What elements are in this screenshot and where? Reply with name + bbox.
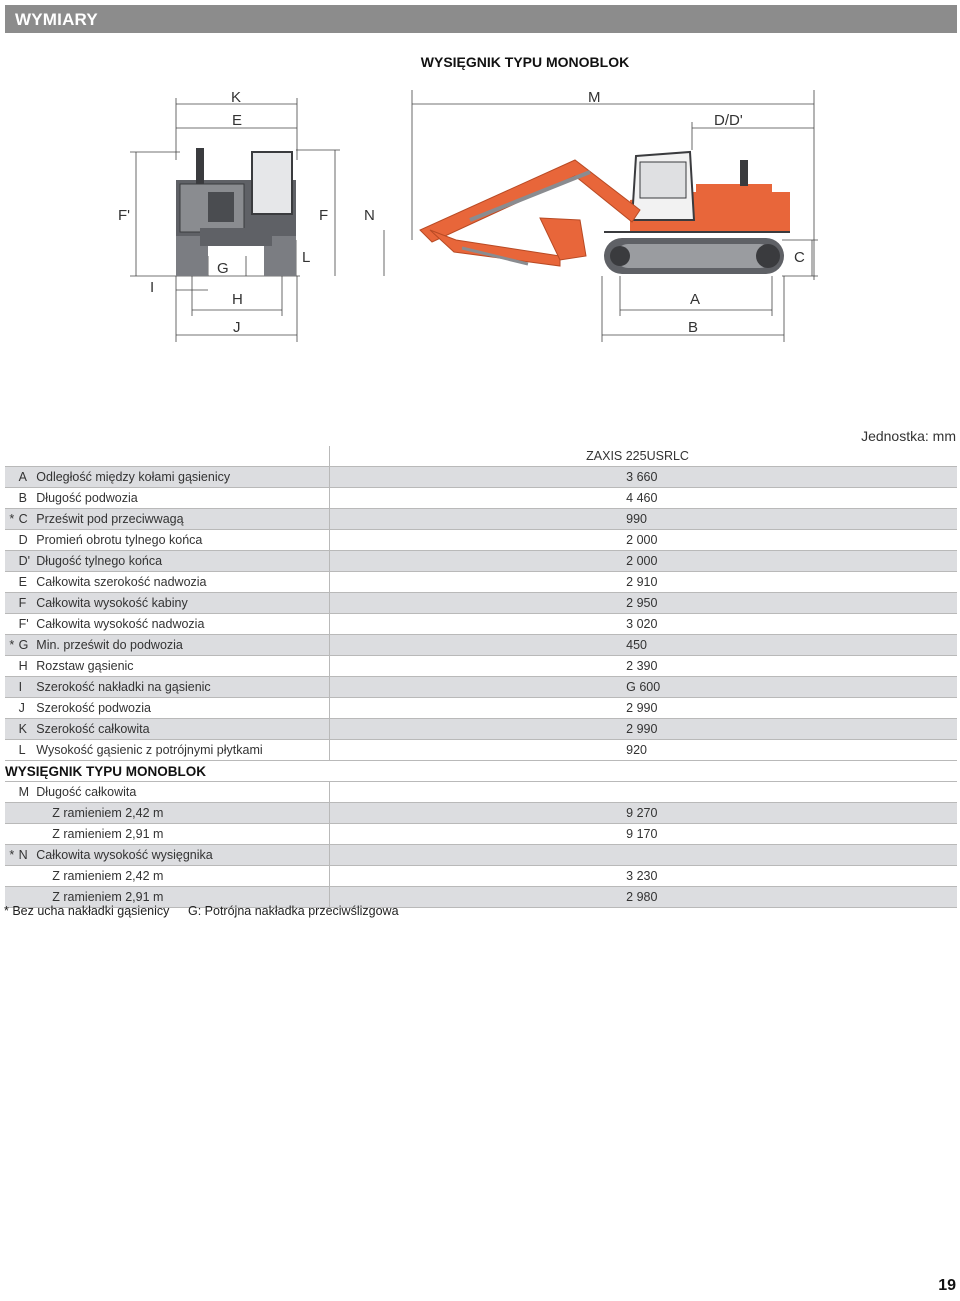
boom-spec-row [5, 824, 957, 845]
spec-row [5, 593, 957, 614]
row-label: Prześwit pod przeciwwagą [36, 509, 329, 530]
row-label: Z ramieniem 2,91 m [36, 824, 329, 845]
row-value: 3 020 [626, 617, 658, 631]
row-label: Całkowita wysokość kabiny [36, 593, 329, 614]
row-value: 2 990 [626, 701, 658, 715]
spec-row [5, 677, 957, 698]
row-star: * [5, 509, 19, 530]
row-label: Długość całkowita [36, 782, 329, 803]
row-star: * [5, 635, 19, 656]
boom-spec-row [5, 845, 957, 866]
label-Fprime: F' [118, 207, 131, 224]
row-code: L [18, 743, 26, 757]
row-label: Z ramieniem 2,42 m [36, 803, 329, 824]
row-label: Całkowita wysokość wysięgnika [36, 845, 329, 866]
row-star [5, 719, 19, 740]
row-value: 3 660 [330, 467, 957, 488]
spec-row [5, 509, 957, 530]
label-C: C [794, 249, 805, 266]
unit-note: Jednostka: mm [861, 428, 956, 444]
row-value: 2 000 [626, 533, 658, 547]
row-star [5, 803, 19, 824]
row-code: N [19, 845, 37, 866]
boom-spec-row [5, 866, 957, 887]
section-header-bar [5, 5, 957, 33]
footnote-no-grouser: * Bez ucha nakładki gąsienicy [4, 904, 170, 918]
spec-row [5, 572, 957, 593]
row-value: 9 270 [330, 803, 957, 824]
row-star [5, 782, 19, 803]
diagram-title: WYSIĘGNIK TYPU MONOBLOK [420, 54, 630, 70]
row-star [5, 530, 19, 551]
row-star [5, 593, 19, 614]
row-value: 3 230 [626, 869, 658, 883]
row-label: Całkowita szerokość nadwozia [36, 572, 329, 593]
row-label: Min. prześwit do podwozia [36, 635, 329, 656]
label-G: G [217, 260, 229, 277]
row-value: 920 [626, 743, 647, 757]
row-value: 2 950 [330, 593, 957, 614]
row-code: D' [19, 551, 37, 572]
row-label: Z ramieniem 2,42 m [36, 866, 329, 887]
page-number: 19 [938, 1277, 956, 1294]
label-DD: D/D' [714, 112, 743, 129]
row-star [5, 740, 19, 761]
row-label: Szerokość nakładki na gąsienic [36, 677, 329, 698]
row-value: 450 [330, 635, 957, 656]
label-N: N [364, 207, 375, 224]
row-value: 4 460 [626, 491, 658, 505]
side-view-excavator [420, 152, 790, 274]
section-title: WYMIARY [15, 10, 98, 29]
row-code: A [19, 467, 37, 488]
spec-row [5, 551, 957, 572]
label-M: M [588, 89, 601, 106]
row-star [5, 488, 19, 509]
row-value [330, 782, 957, 803]
row-value: 2 000 [330, 551, 957, 572]
row-label: Szerokość całkowita [36, 719, 329, 740]
row-code: G [19, 635, 37, 656]
spec-row [5, 740, 957, 761]
label-A: A [690, 291, 701, 308]
row-code: I [19, 677, 37, 698]
row-label: Długość podwozia [36, 488, 329, 509]
model-header-row [5, 446, 957, 467]
row-star [5, 572, 19, 593]
row-label: Odległość między kołami gąsienicy [36, 467, 329, 488]
row-code: M [18, 785, 29, 799]
row-code [19, 803, 37, 824]
row-label: Całkowita wysokość nadwozia [36, 614, 329, 635]
row-star [5, 677, 19, 698]
spec-row [5, 635, 957, 656]
row-label: Rozstaw gąsienic [36, 656, 329, 677]
row-value: 2 980 [330, 887, 957, 908]
excavator-dimension-diagram [0, 80, 960, 350]
row-label: Promień obrotu tylnego końca [36, 530, 329, 551]
row-value: 2 910 [626, 575, 658, 589]
footnote-triple-grouser: G: Potrójna nakładka przeciwślizgowa [188, 904, 399, 918]
row-value: 990 [330, 509, 957, 530]
row-code [19, 824, 37, 845]
spec-row [5, 530, 957, 551]
row-code: B [18, 491, 27, 505]
label-K: K [231, 89, 242, 106]
boom-spec-row [5, 782, 957, 803]
row-code: C [19, 509, 37, 530]
specifications-table [5, 446, 957, 908]
row-code: F' [18, 617, 29, 631]
row-label: Szerokość podwozia [36, 698, 329, 719]
section-heading: WYSIĘGNIK TYPU MONOBLOK [5, 763, 207, 779]
spec-row [5, 614, 957, 635]
row-label: Długość tylnego końca [36, 551, 329, 572]
row-star [5, 824, 19, 845]
row-label: Wysokość gąsienic z potrójnymi płytkami [36, 740, 329, 761]
row-star [5, 614, 19, 635]
label-B: B [688, 319, 699, 336]
row-value [330, 845, 957, 866]
row-star [5, 467, 19, 488]
spec-row [5, 656, 957, 677]
row-star [5, 656, 19, 677]
spec-row [5, 488, 957, 509]
row-code: D [18, 533, 28, 547]
label-L: L [302, 249, 311, 266]
front-view-excavator [176, 148, 296, 276]
spec-row [5, 698, 957, 719]
row-value: 2 390 [626, 659, 658, 673]
label-H: H [232, 291, 243, 308]
row-value: 9 170 [626, 827, 658, 841]
boom-spec-row [5, 803, 957, 824]
label-F: F [319, 207, 329, 224]
row-star [5, 551, 19, 572]
row-code: E [18, 575, 27, 589]
row-star: * [5, 845, 19, 866]
row-code: F [19, 593, 37, 614]
row-code: K [19, 719, 37, 740]
specifications-table-body [5, 446, 957, 908]
row-code: J [18, 701, 25, 715]
row-label: Z ramieniem 2,91 m [36, 887, 329, 908]
row-code: H [18, 659, 28, 673]
row-code [19, 866, 37, 887]
row-value: 2 990 [330, 719, 957, 740]
spec-row [5, 719, 957, 740]
row-star [5, 698, 19, 719]
label-E: E [232, 112, 243, 129]
model-name: ZAXIS 225USRLC [586, 449, 689, 463]
section-heading-row [5, 761, 957, 782]
row-value: G 600 [330, 677, 957, 698]
spec-row [5, 467, 957, 488]
label-J: J [233, 319, 241, 336]
row-star [5, 866, 19, 887]
label-I: I [150, 279, 155, 296]
